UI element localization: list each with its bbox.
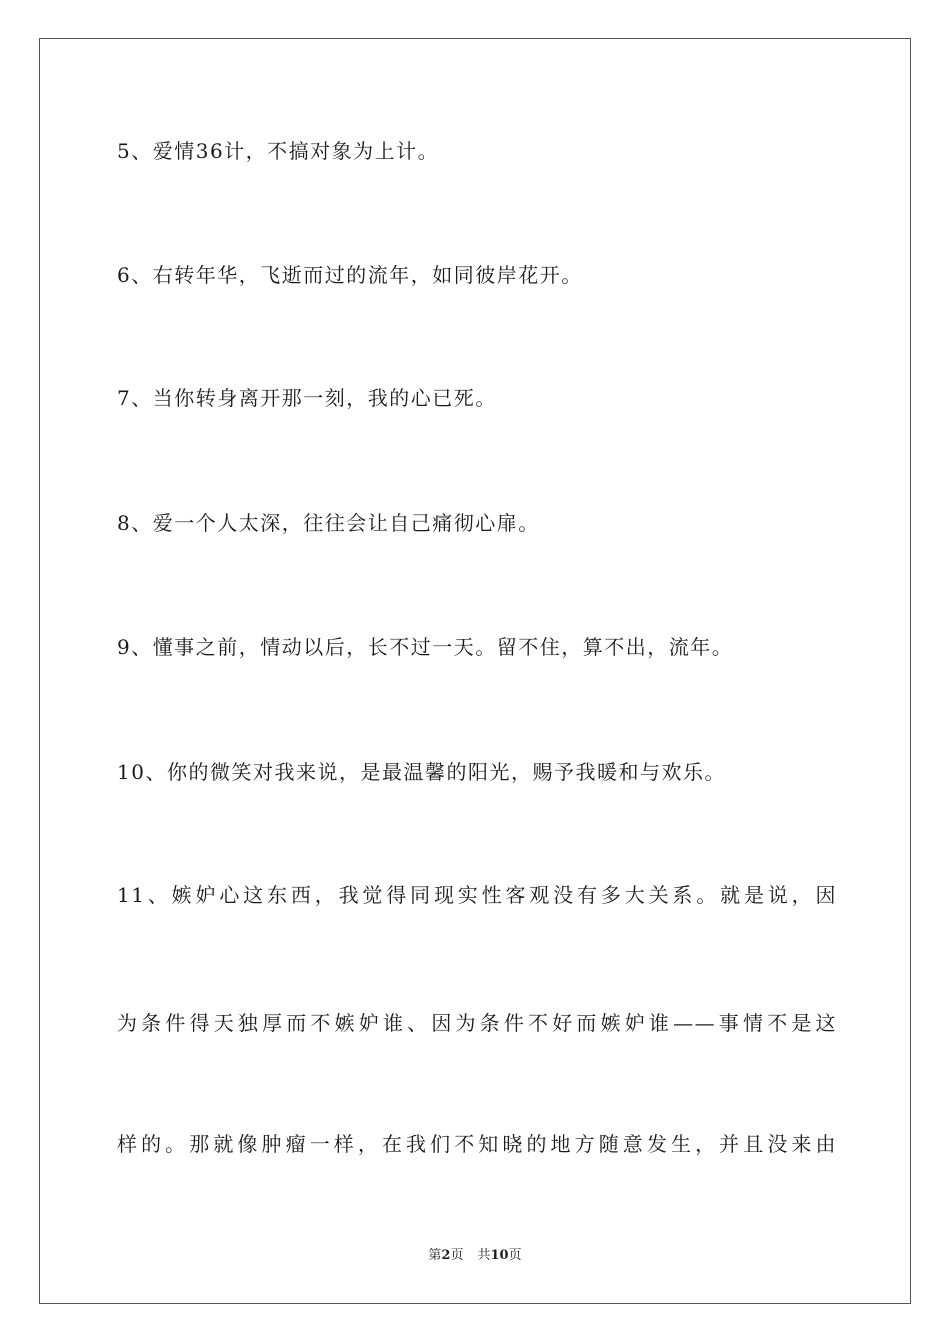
text-line-6: 6、右转年华，飞逝而过的流年，如同彼岸花开。 (117, 263, 583, 287)
text-line-8: 8、爱一个人太深，往往会让自己痛彻心扉。 (117, 511, 540, 535)
text-line-10: 10、你的微笑对我来说，是最温馨的阳光，赐予我暖和与欢乐。 (117, 760, 726, 784)
page-footer (0, 1248, 950, 1264)
text-line-11b: 为条件得天独厚而不嫉妒谁、因为条件不好而嫉妒谁——事情不是这 (117, 1011, 837, 1035)
footer-total-prefix: 共 (477, 1248, 491, 1263)
text-line-9: 9、懂事之前，情动以后，长不过一天。留不住，算不出，流年。 (117, 635, 734, 659)
text-line-5: 5、爱情36计，不搞对象为上计。 (117, 139, 440, 163)
footer-page-suffix: 页 (450, 1248, 464, 1263)
footer-total-number: 10 (490, 1248, 509, 1263)
footer-page-number: 2 (441, 1248, 451, 1263)
page-border (39, 38, 911, 1304)
text-line-11c: 样的。那就像肿瘤一样，在我们不知晓的地方随意发生，并且没来由 (117, 1132, 837, 1156)
footer-total-suffix: 页 (508, 1248, 522, 1263)
text-line-7: 7、当你转身离开那一刻，我的心已死。 (117, 386, 497, 410)
footer-page-prefix: 第 (428, 1248, 442, 1263)
text-line-11a: 11、嫉妒心这东西，我觉得同现实性客观没有多大关系。就是说，因 (117, 883, 837, 907)
